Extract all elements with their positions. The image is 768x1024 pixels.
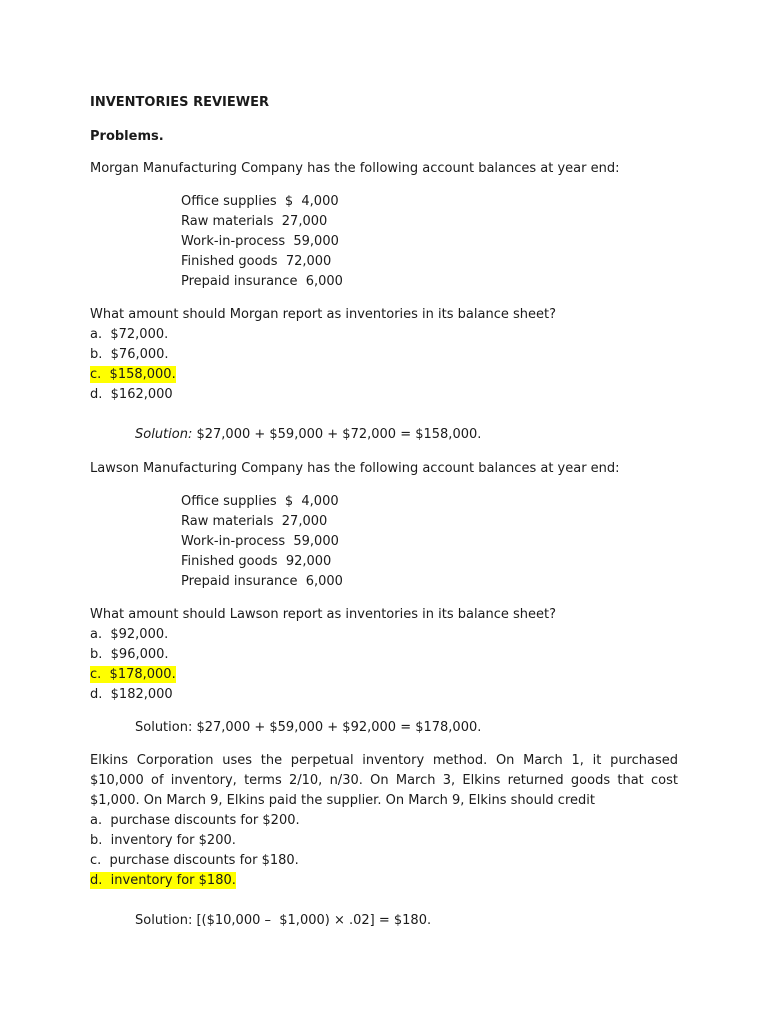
account-line: Office supplies $ 4,000 bbox=[181, 494, 339, 509]
account-line: Work-in-process 59,000 bbox=[181, 234, 339, 249]
account-line: Prepaid insurance 6,000 bbox=[181, 574, 343, 589]
problem-3-intro-line: $1,000. On March 9, Elkins paid the supplier. On March 9, Elkins should credit bbox=[90, 793, 595, 808]
choice: d. $162,000 bbox=[90, 387, 173, 402]
page-title: INVENTORIES REVIEWER bbox=[90, 95, 269, 110]
choice-correct-answer: d. inventory for $180. bbox=[90, 873, 236, 888]
choice: a. $92,000. bbox=[90, 627, 169, 642]
account-line: Finished goods 92,000 bbox=[181, 554, 332, 569]
problem-1-solution bbox=[135, 426, 481, 443]
problem-1-intro: Morgan Manufacturing Company has the following account balances at year end: bbox=[90, 161, 620, 176]
problem-2-intro: Lawson Manufacturing Company has the following account balances at year end: bbox=[90, 461, 620, 476]
choice: a. purchase discounts for $200. bbox=[90, 813, 300, 828]
choice: b. $96,000. bbox=[90, 647, 169, 662]
account-line: Work-in-process 59,000 bbox=[181, 534, 339, 549]
account-line: Finished goods 72,000 bbox=[181, 254, 332, 269]
choice: b. inventory for $200. bbox=[90, 833, 236, 848]
account-line: Office supplies $ 4,000 bbox=[181, 194, 339, 209]
choice: c. purchase discounts for $180. bbox=[90, 853, 299, 868]
account-line: Raw materials 27,000 bbox=[181, 514, 328, 529]
solution-text: $27,000 + $59,000 + $72,000 = $158,000. bbox=[192, 427, 482, 442]
choice: d. $182,000 bbox=[90, 687, 173, 702]
section-heading: Problems. bbox=[90, 129, 164, 144]
choice: b. $76,000. bbox=[90, 347, 169, 362]
choice: a. $72,000. bbox=[90, 327, 169, 342]
choice-correct-answer: c. $158,000. bbox=[90, 367, 176, 382]
solution-label: Solution: bbox=[135, 427, 193, 442]
problem-1-question: What amount should Morgan report as inventories in its balance sheet? bbox=[90, 307, 556, 322]
problem-2-question: What amount should Lawson report as inventories in its balance sheet? bbox=[90, 607, 557, 622]
problem-3-intro-line: Elkins Corporation uses the perpetual inventory method. On March 1, it purchased bbox=[90, 753, 678, 768]
account-line: Raw materials 27,000 bbox=[181, 214, 328, 229]
choice-correct-answer: c. $178,000. bbox=[90, 667, 176, 682]
problem-3-intro-line: $10,000 of inventory, terms 2/10, n/30. On March 3, Elkins returned goods that cost bbox=[90, 773, 678, 788]
account-line: Prepaid insurance 6,000 bbox=[181, 274, 343, 289]
problem-2-solution: Solution: $27,000 + $59,000 + $92,000 = $178,000. bbox=[135, 720, 482, 735]
problem-3-solution: Solution: [($10,000 – $1,000) × .02] = $180. bbox=[135, 913, 432, 928]
